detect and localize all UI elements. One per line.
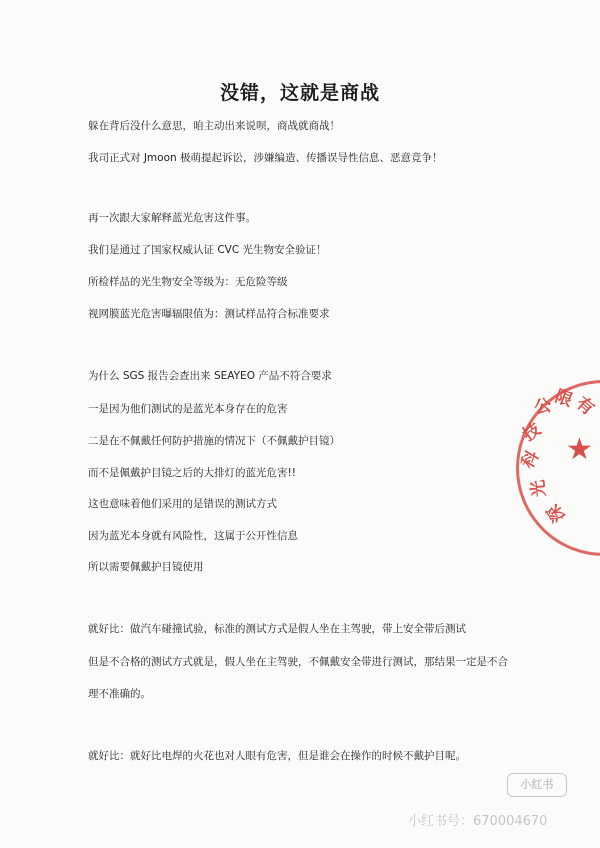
seal-char: 技: [519, 419, 545, 446]
paragraph-line: 所检样品的光生物安全等级为：无危险等级: [88, 276, 288, 288]
watermark-id: 小红书号：670004670: [408, 814, 548, 829]
paragraph-line: 而不是佩戴护目镜之后的大排灯的蓝光危害!!: [88, 467, 296, 479]
paragraph-line: 再一次跟大家解释蓝光危害这件事。: [88, 212, 256, 224]
seal-char: 公: [532, 395, 554, 419]
paragraph-line: 我司正式对 Jmoon 极萌提起诉讼，涉嫌编造、传播误导性信息、恶意竞争！: [88, 152, 443, 164]
paragraph-line: 就好比：就好比电焊的火花也对人眼有危害，但是谁会在操作的时候不戴护目呢。: [88, 750, 466, 762]
seal-char: 限: [552, 386, 576, 412]
document-title: 没错，这就是商战: [219, 82, 380, 104]
seal-star-icon: ★: [566, 432, 593, 467]
paragraph-line: 但是不合格的测试方式就是，假人坐在主驾驶，不佩戴安全带进行测试，那结果一定是不合: [88, 656, 508, 668]
paragraph-line: 二是在不佩戴任何防护措施的情况下（不佩戴护目镜）: [88, 435, 340, 447]
paragraph-line: 视网膜蓝光危害曝辐限值为：测试样品符合标准要求: [88, 308, 330, 320]
paragraph-line: 一是因为他们测试的是蓝光本身存在的危害: [88, 403, 288, 415]
paragraph-line: 我们是通过了国家权威认证 CVC 光生物安全验证！: [88, 244, 327, 256]
paragraph-line: 为什么 SGS 报告会查出来 SEAYEO 产品不符合要求: [88, 370, 332, 382]
seal-char: 有: [571, 393, 598, 420]
paragraph-line: 因为蓝光本身就有风险性，这属于公开性信息: [88, 530, 298, 542]
paragraph-line: 理不准确的。: [88, 688, 151, 700]
xiaohongshu-logo: 小红书: [507, 773, 567, 797]
paragraph-line: 躲在背后没什么意思，咱主动出来说呗，商战就商战！: [88, 120, 340, 132]
paragraph-line: 所以需要佩戴护目镜使用: [88, 561, 204, 573]
seal-char: 光: [528, 478, 550, 498]
seal-char: 深: [543, 500, 570, 526]
paragraph-line: 这也意味着他们采用的是错误的测试方式: [88, 498, 277, 510]
seal-char: 科: [517, 447, 544, 473]
paragraph-line: 就好比：做汽车碰撞试验，标准的测试方式是假人坐在主驾驶，带上安全带后测试: [88, 623, 466, 635]
